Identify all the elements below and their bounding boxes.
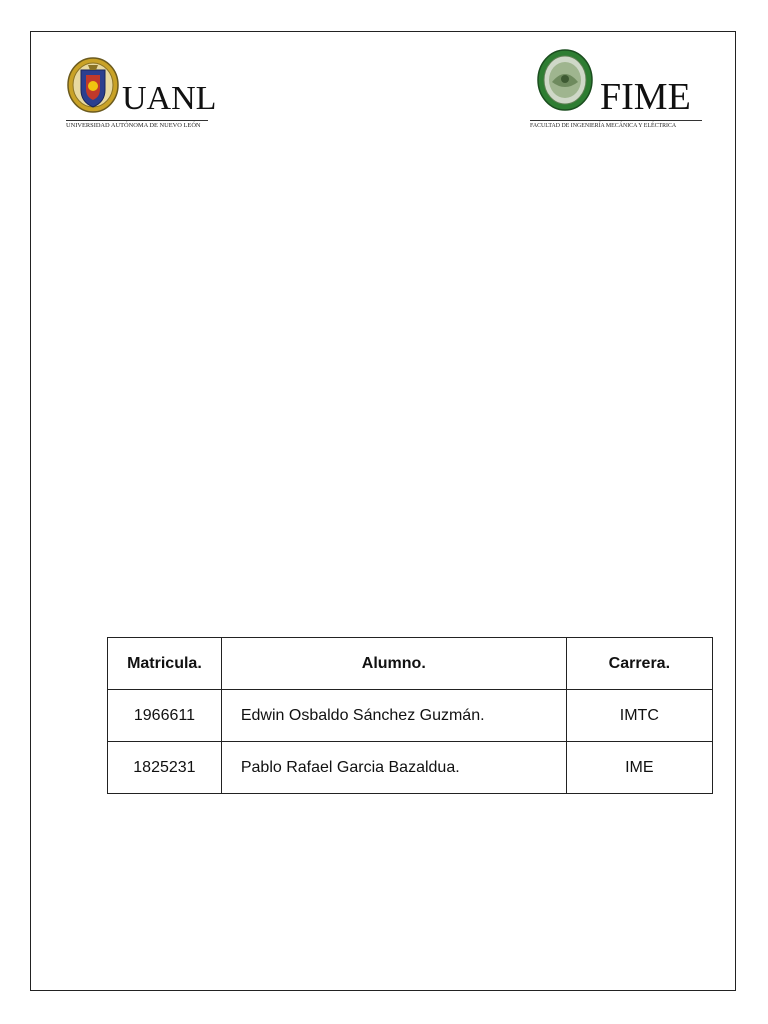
fime-seal-icon [536, 48, 594, 112]
fime-logo [530, 48, 710, 138]
uanl-wordmark: UANL [122, 80, 217, 117]
fime-subtitle: FACULTAD DE INGENIERÍA MECÁNICA Y ELÉCTRICA [530, 123, 677, 129]
cell-alumno: Pablo Rafael Garcia Bazaldua. [221, 742, 566, 794]
fime-rule [530, 120, 702, 121]
uanl-logo [66, 52, 216, 136]
page-frame [30, 31, 736, 991]
cell-carrera: IME [566, 742, 712, 794]
cell-matricula: 1825231 [108, 742, 222, 794]
uanl-seal-icon [66, 56, 120, 114]
cell-carrera: IMTC [566, 690, 712, 742]
students-table [107, 637, 713, 794]
header-carrera: Carrera. [566, 638, 712, 690]
header-alumno: Alumno. [221, 638, 566, 690]
fime-wordmark: FIME [600, 76, 691, 118]
table-row [108, 690, 713, 742]
header-matricula: Matricula. [108, 638, 222, 690]
table-row [108, 742, 713, 794]
table-header-row [108, 638, 713, 690]
uanl-rule [66, 120, 208, 121]
cell-matricula: 1966611 [108, 690, 222, 742]
cell-alumno: Edwin Osbaldo Sánchez Guzmán. [221, 690, 566, 742]
uanl-subtitle: UNIVERSIDAD AUTÓNOMA DE NUEVO LEÓN [66, 122, 201, 129]
